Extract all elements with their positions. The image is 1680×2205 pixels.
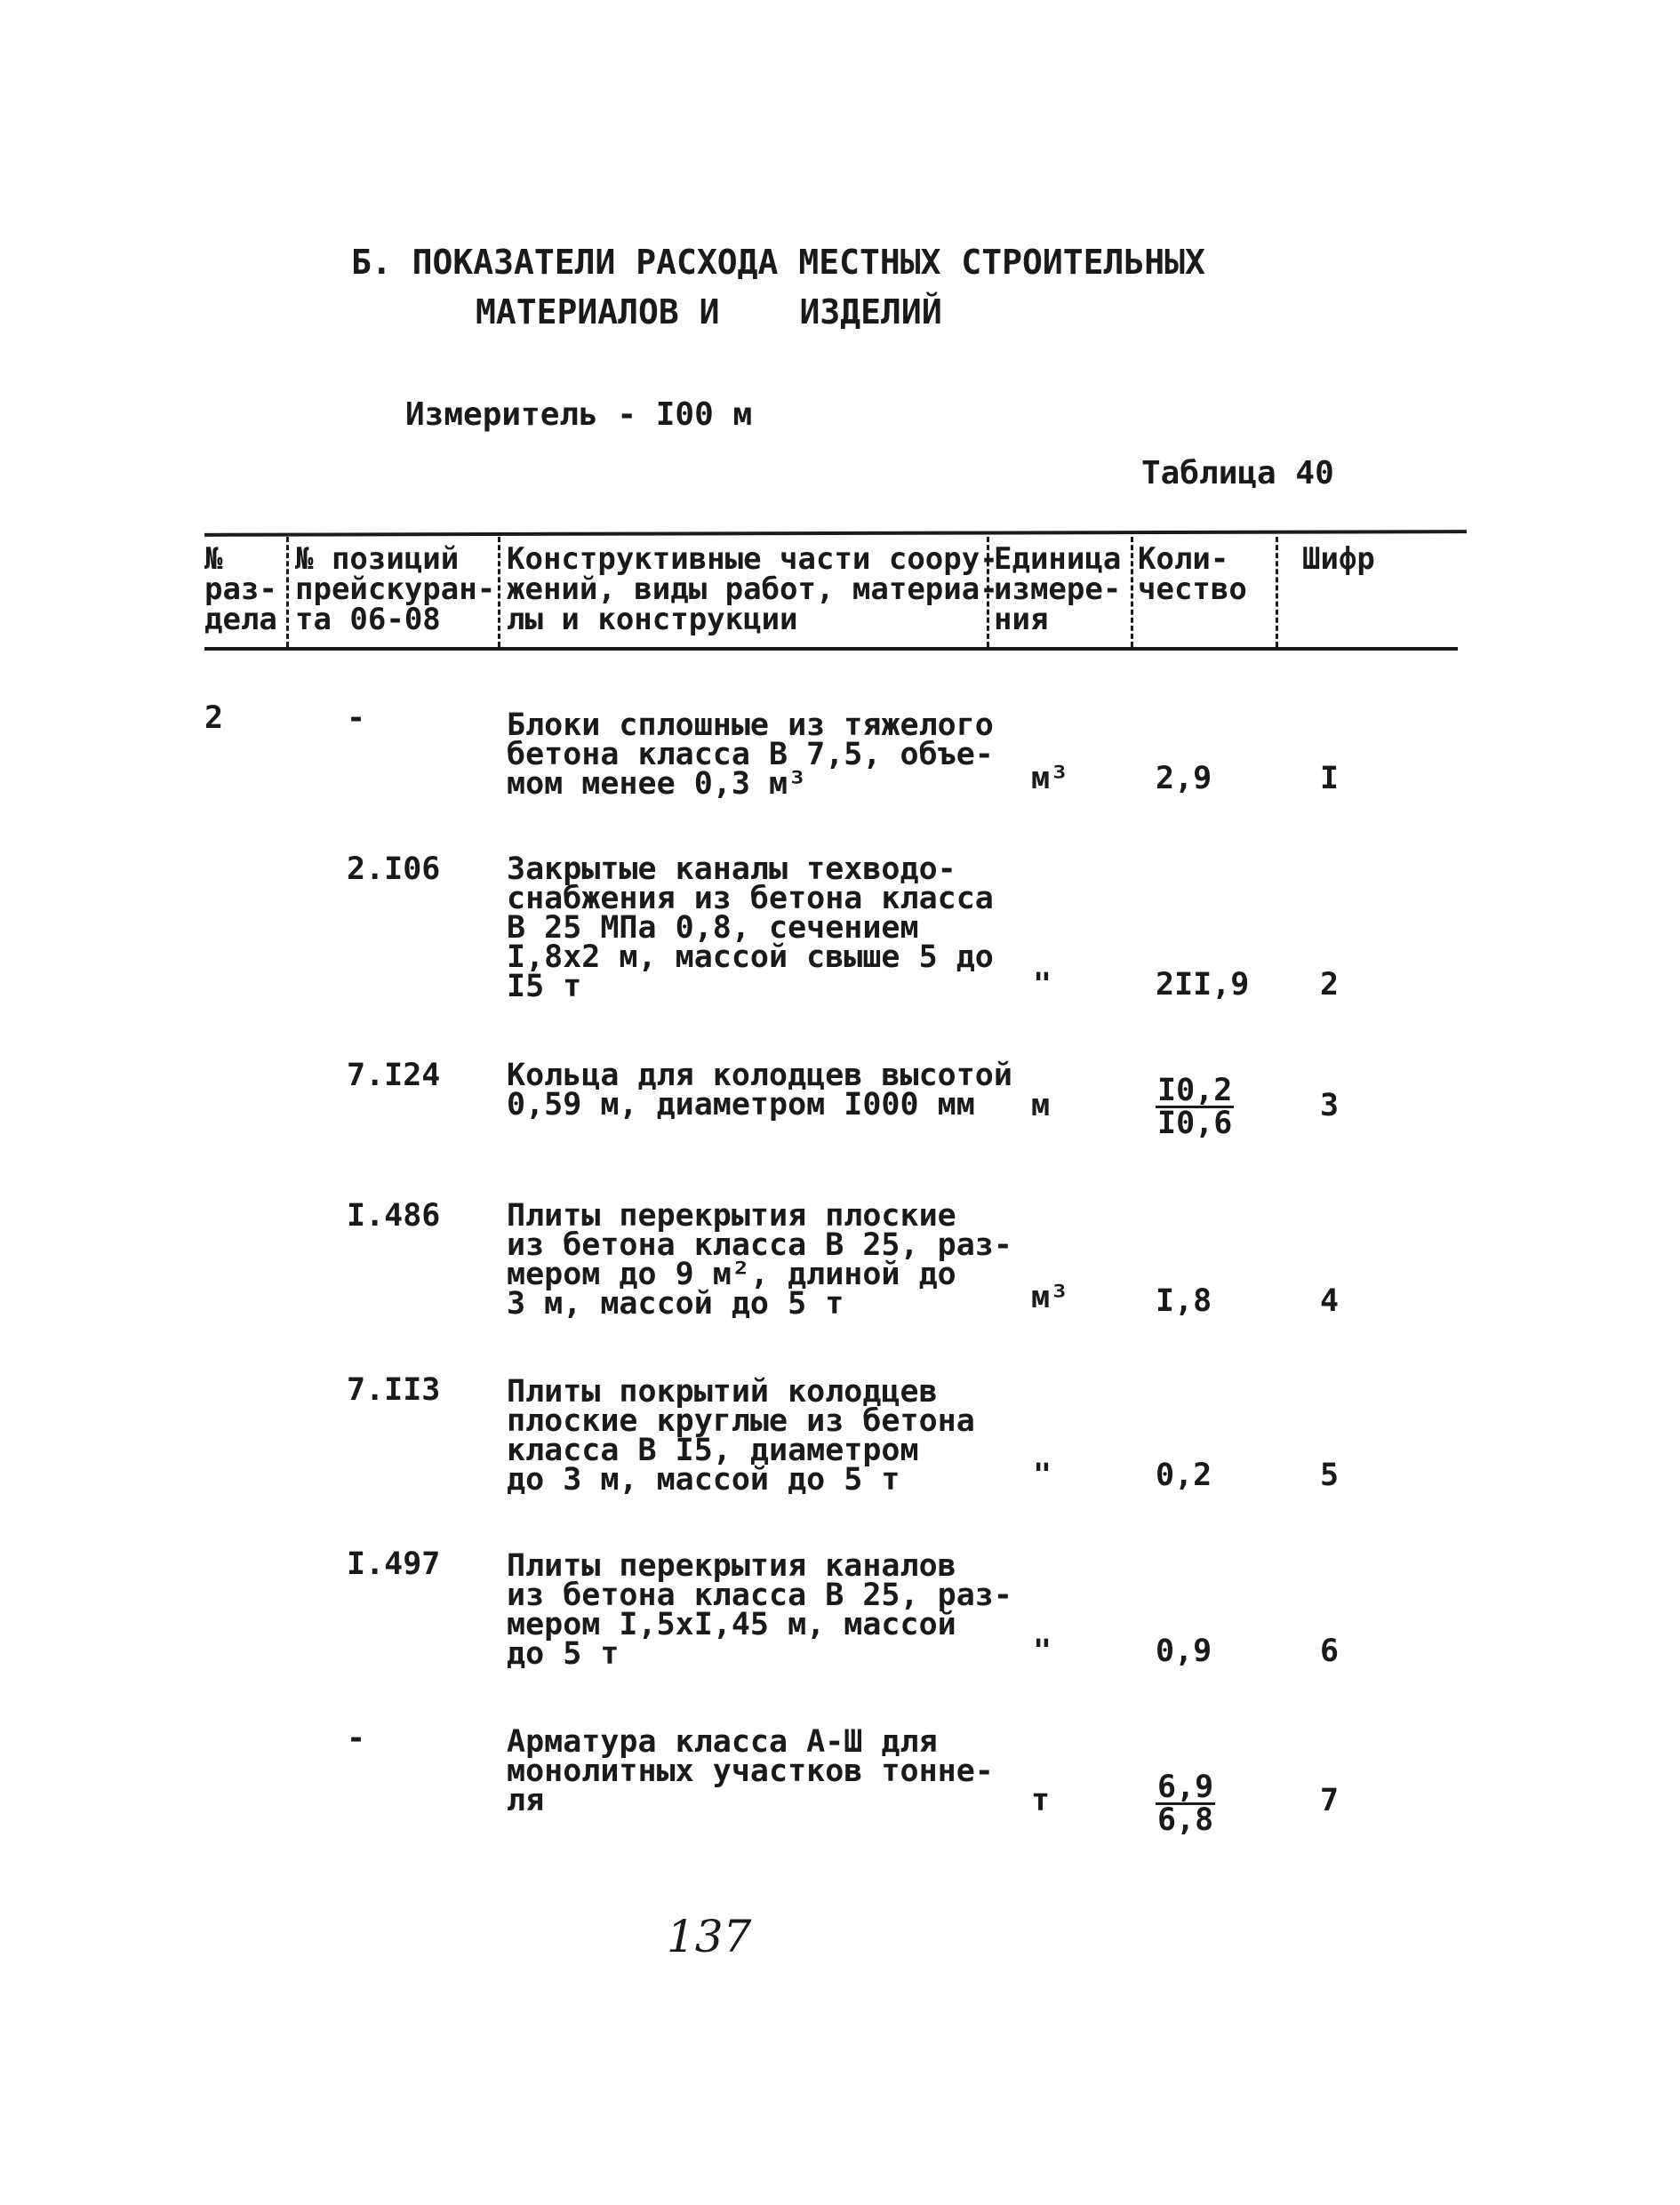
- page-number: 137: [667, 1911, 752, 1962]
- header-separator-2: [498, 537, 503, 647]
- header-code: Шифр: [1302, 541, 1375, 577]
- row-code: 4: [1320, 1283, 1340, 1319]
- row-quantity: 2II,9: [1156, 967, 1250, 1003]
- row-position: 2.I06: [347, 851, 441, 887]
- row-code: 3: [1320, 1088, 1340, 1123]
- header-price-position: № позиций прейскуран- та 06-08: [295, 541, 496, 637]
- row-description: Кольца для колодцев высотой 0,59 м, диаметром I000 мм: [507, 1058, 1012, 1122]
- header-construction-parts: Конструктивные части соору- жений, виды работ, материа- лы и конструкции: [507, 541, 998, 637]
- section-heading-line2: [476, 292, 942, 332]
- quantity-denominator: I0,6: [1157, 1106, 1233, 1141]
- row-quantity: 0,2: [1156, 1458, 1212, 1493]
- table-number: Таблица 40: [1141, 455, 1334, 491]
- row-code: 5: [1320, 1458, 1340, 1493]
- row-unit: ": [1033, 1634, 1052, 1669]
- row-description: Плиты перекрытия плоские из бетона класса В 25, раз- мером до 9 м², длиной до 3 м, массой до 5 т: [507, 1198, 1012, 1322]
- row-code: I: [1320, 761, 1340, 796]
- row-unit: м³: [1031, 761, 1069, 796]
- quantity-numerator: I0,2: [1157, 1073, 1233, 1108]
- row-position: -: [347, 700, 366, 736]
- row-position: 7.II3: [347, 1372, 441, 1408]
- row-code: 7: [1320, 1783, 1340, 1818]
- table-top-rule: [204, 530, 1467, 537]
- row-quantity-fraction: [1156, 1770, 1215, 1838]
- row-unit: т: [1031, 1783, 1051, 1818]
- row-description: Плиты покрытий колодцев плоские круглые из бетона класса В I5, диаметром до 3 м, массой до 5 т: [507, 1374, 975, 1498]
- table-header-rule: [204, 647, 1458, 651]
- header-section-number: № раз- дела: [204, 541, 277, 637]
- row-code: 2: [1320, 967, 1340, 1003]
- row-description: Плиты перекрытия каналов из бетона класса В 25, раз- мером I,5хI,45 м, массой до 5 т: [507, 1548, 1012, 1672]
- row-position: I.497: [347, 1546, 441, 1582]
- row-description: Блоки сплошные из тяжелого бетона класса В 7,5, объе- мом менее 0,3 м³: [507, 707, 994, 802]
- row-unit: м³: [1031, 1280, 1069, 1315]
- row-quantity-fraction: [1156, 1073, 1234, 1141]
- row-quantity: 2,9: [1156, 761, 1212, 796]
- row-position: 7.I24: [347, 1058, 441, 1093]
- row-description: Арматура класса А-Ш для монолитных участков тонне- ля: [507, 1724, 994, 1818]
- row-section: 2: [204, 700, 224, 736]
- header-quantity: Коли- чество: [1138, 541, 1247, 607]
- heading-line2-part1: МАТЕРИАЛОВ И: [476, 292, 720, 332]
- header-separator-5: [1276, 537, 1281, 647]
- row-unit: ": [1033, 967, 1052, 1003]
- meter-label: Измеритель - I00 м: [405, 396, 753, 433]
- heading-line2-part2: ИЗДЕЛИЙ: [799, 292, 942, 332]
- row-position: -: [347, 1721, 366, 1756]
- row-position: I.486: [347, 1198, 441, 1234]
- row-unit: ": [1033, 1458, 1052, 1493]
- header-separator-4: [1131, 537, 1136, 647]
- quantity-denominator: 6,8: [1157, 1802, 1214, 1838]
- header-separator-1: [286, 537, 292, 647]
- quantity-numerator: 6,9: [1157, 1770, 1214, 1805]
- row-unit: м: [1031, 1088, 1051, 1123]
- row-quantity: I,8: [1156, 1283, 1212, 1319]
- row-description: Закрытые каналы техводо- снабжения из бетона класса В 25 МПа 0,8, сечением I,8х2 м, массой свыше 5 до I5 т: [507, 851, 994, 1004]
- row-code: 6: [1320, 1634, 1340, 1669]
- section-heading-line1: Б. ПОКАЗАТЕЛИ РАСХОДА МЕСТНЫХ СТРОИТЕЛЬНЫХ: [351, 243, 1205, 282]
- header-unit: Единица измере- ния: [994, 541, 1122, 637]
- row-quantity: 0,9: [1156, 1634, 1212, 1669]
